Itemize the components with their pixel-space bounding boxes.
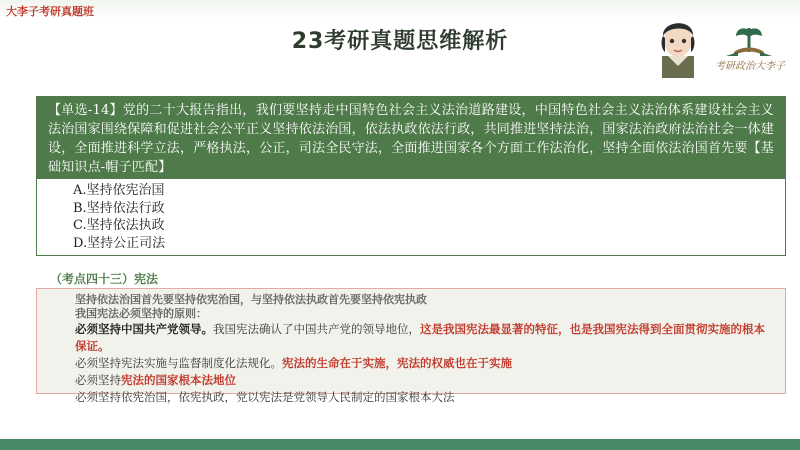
option-c[interactable]: C.坚持依法执政 bbox=[73, 218, 165, 233]
question-text: 【单选-14】党的二十大报告指出，我们要坚持走中国特色社会主义法治道路建设，中国特色社会主义法治体系建设社会主义法治国家围绕保障和促进社会公平正义坚持依法治国，依法执政依法行政，共同推进坚持法治，国家法治政府法治社会一体建设，全面推进科学立法，严格执法，公正，司法全民守法，全面推进国家各个方面工作法治化，坚持全面依法治国首先要【基础知识点-帽子匹配】 bbox=[36, 96, 786, 178]
channel-label: 大李子考研真题班 bbox=[6, 5, 94, 18]
principle-line-3: 必须坚持宪法的国家根本法地位 bbox=[75, 373, 236, 387]
page-title: 23考研真题思维解析 bbox=[291, 29, 509, 54]
principle-line-1: 必须坚持中国共产党领导。我国宪法确认了中国共产党的领导地位，这是我国宪法最显著的特征，也是我国宪法得到全面贯彻实施的根本保证。 bbox=[75, 322, 765, 353]
option-b[interactable]: B.坚持依法行政 bbox=[73, 200, 165, 216]
principle-line-4: 必须坚持依宪治国，依宪执政，党以宪法是党领导人民制定的国家根本大法 bbox=[75, 390, 455, 404]
content-heading: 坚持依法治国首先要坚持依宪治国，与坚持依法执政首先要坚持依宪执政 bbox=[75, 293, 427, 306]
option-a[interactable]: A.坚持依宪治国 bbox=[73, 183, 165, 198]
knowledge-point-title: （考点四十三）宪法 bbox=[50, 272, 159, 286]
option-d[interactable]: D.坚持公正司法 bbox=[73, 235, 166, 251]
options-list bbox=[36, 178, 786, 256]
video-progress-bar[interactable] bbox=[0, 439, 800, 450]
content-subheading: 我国宪法必须坚持的原则： bbox=[75, 307, 207, 320]
brand-logo-text: 考研政治大李子 bbox=[715, 61, 785, 72]
teacher-avatar bbox=[648, 12, 708, 78]
knowledge-content bbox=[36, 288, 786, 404]
principle-line-2: 必须坚持宪法实施与监督制度化法规化。宪法的生命在于实施，宪法的权威也在于实施 bbox=[75, 356, 512, 370]
